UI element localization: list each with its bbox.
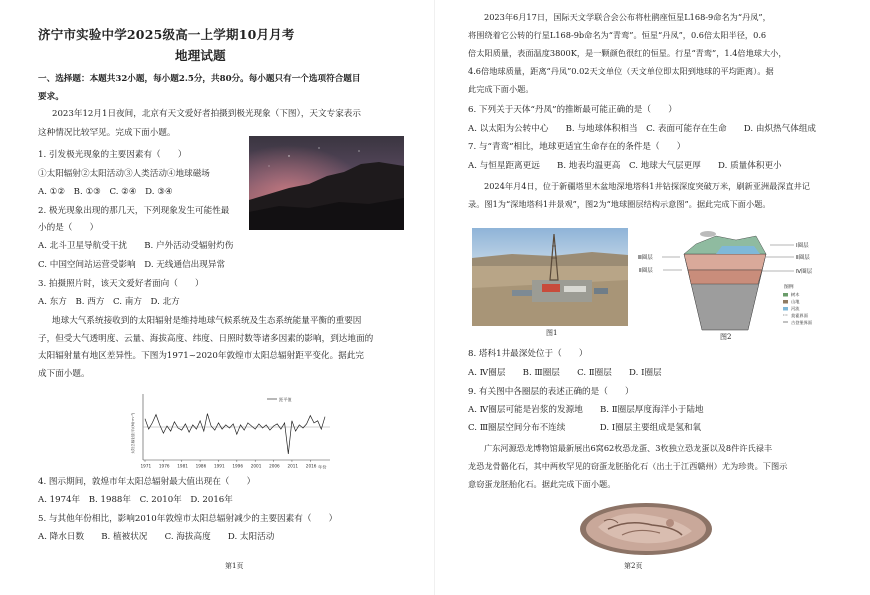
question-2-options-2: C. 中国空间站运营受影响 D. 无线通信出现异常 — [38, 260, 226, 270]
legend-river: 河流 — [791, 306, 800, 311]
layer-label-ii-right: Ⅱ圈层 — [796, 255, 810, 261]
legend-tree: 树木 — [791, 292, 800, 297]
question-9: 9. 有关图中各圈层的表述正确的是（ ） — [468, 387, 634, 397]
question-8: 8. 塔科1井最深处位于（ ） — [468, 349, 588, 359]
intro-drill-line2: 录。图1为“深地塔科1井景观”，图2为“地球圈层结构示意图”。据此完成下面小题。 — [468, 199, 771, 209]
intro-star-line3: 倍太阳质量，表面温度3800K，是一颗颜色很红的恒星。行星“青鸾”，1.4倍地球大小， — [468, 48, 787, 58]
chart-x-tick-label: 1986 — [195, 463, 207, 469]
question-1-options: A. ①② B. ①③ C. ②④ D. ③④ — [38, 187, 173, 197]
layer-label-ii: Ⅱ圈层 — [639, 268, 653, 274]
intro-dinosaur-line1: 广东河源恐龙博物馆最新展出6窝62枚恐龙蛋、3枚独立恐龙蛋以及8件许氏禄丰 — [484, 443, 773, 453]
drill-site-photo — [472, 228, 628, 326]
dinosaur-embryo-photo — [578, 497, 714, 557]
question-5: 5. 与其他年份相比，影响2010年敦煌市太阳总辐射减少的主要因素有（ ） — [38, 514, 338, 524]
legend-moho: 莫霍界面 — [791, 313, 808, 318]
question-6-options: A. 以太阳为公转中心 B. 与地球体积相当 C. 表面可能存在生命 D. 由炽热气体组成 — [468, 124, 817, 134]
question-2: 2. 极光现象出现的那几天，下列现象发生可能性最 — [38, 206, 230, 216]
question-8-options: A. Ⅳ圈层 B. Ⅲ圈层 C. Ⅱ圈层 D. Ⅰ圈层 — [468, 368, 662, 378]
intro-star-line1: 2023年6月17日，国际天文学联合会公布将杜鹃座恒星L168-9命名为“丹凤”， — [484, 12, 771, 22]
chart-x-tick-label: 1976 — [158, 463, 170, 469]
radiation-anomaly-chart — [125, 390, 335, 472]
layer-label-iii: Ⅲ圈层 — [638, 255, 653, 261]
question-4: 4. 图示期间，敦煌市年太阳总辐射最大值出现在（ ） — [38, 477, 256, 487]
layer-label-iv: Ⅳ圈层 — [796, 269, 813, 275]
question-1-items: ①太阳辐射②太阳活动③人类活动④地球磁场 — [38, 169, 210, 179]
chart-x-tick-label: 2011 — [287, 463, 299, 469]
question-3-options: A. 东方 B. 西方 C. 南方 D. 北方 — [38, 297, 180, 307]
question-4-options: A. 1974年 B. 1988年 C. 2010年 D. 2016年 — [38, 495, 233, 505]
intro-aurora-line1: 2023年12月1日夜间，北京有天文爱好者拍摄到极光现象（下图），天文专家表示 — [52, 109, 361, 119]
intro-radiation-line2: 子，但受大气透明度、云量、海拔高度、纬度、日照时数等诸多因素的影响，到达地面的 — [38, 334, 374, 344]
figure-1-caption: 图1 — [546, 329, 558, 337]
radiation-chart-svg — [125, 390, 335, 472]
intro-star-line5: 此完成下面小题。 — [468, 84, 534, 94]
chart-series-line — [145, 414, 325, 454]
section-heading: 一、选择题：本题共32小题，每小题2.5分，共80分。每小题只有一个选项符合题目 — [38, 74, 361, 84]
question-2-cont: 小的是（ ） — [38, 223, 99, 233]
question-7-options: A. 与恒星距离更远 B. 地表均温更高 C. 地球大气层更厚 D. 质量体积更小 — [468, 161, 782, 171]
question-1: 1. 引发极光现象的主要因素有（ ） — [38, 150, 187, 160]
question-2-options-1: A. 北斗卫星导航受干扰 B. 户外活动受辐射灼伤 — [38, 241, 234, 251]
intro-radiation-line4: 成下面小题。 — [38, 369, 90, 379]
intro-drill-line1: 2024年月4日，位于新疆塔里木盆地深地塔科1井钻探深度突破万米，刷新亚洲最深直井记 — [484, 181, 811, 191]
aurora-photo — [249, 136, 404, 230]
question-9-options-1: A. Ⅳ圈层可能是岩浆的发源地 B. Ⅱ圈层厚度海洋小于陆地 — [468, 405, 704, 415]
question-6: 6. 下列关于天体“丹凤”的推断最可能正确的是（ ） — [468, 105, 677, 115]
chart-x-tick-label: 2006 — [269, 463, 280, 469]
chart-x-tick-label: 1981 — [177, 463, 188, 469]
exam-page-2 — [438, 0, 870, 595]
figure-2-caption: 图2 — [720, 333, 732, 341]
legend-mountain: 山地 — [791, 299, 800, 304]
chart-x-tick-label: 2001 — [250, 463, 262, 469]
intro-star-line2: 将围绕着它公转的行星L168-9b命名为“青鸾”。恒星“丹凤”，0.6倍太阳半径，0.6 — [468, 30, 767, 40]
chart-y-label: 太阳总辐射距平/(MJ·m⁻²) — [131, 412, 135, 454]
exam-title: 济宁市实验中学2025级高一上学期10月月考 — [38, 27, 295, 42]
exam-subtitle: 地理试题 — [175, 48, 226, 63]
chart-legend: 距平值 — [279, 397, 292, 402]
legend-gutenberg: 古登堡界面 — [791, 320, 812, 325]
page-number-1: 第1页 — [225, 562, 244, 570]
chart-x-tick-label: 1996 — [232, 463, 244, 469]
intro-radiation-line3: 太阳辐射量有地区差异性。下图为1971~2020年敦煌市太阳总辐射距平变化。据此完 — [38, 351, 364, 361]
chart-x-tick-label: 1971 — [140, 463, 152, 469]
earth-layers-diagram — [636, 226, 836, 342]
intro-star-line4: 4.6倍地球质量，距离“丹凤”0.02天文单位（天文单位即太阳到地球的平均距离）。据 — [468, 66, 774, 76]
intro-aurora-line2: 这种情况比较罕见。完成下面小题。 — [38, 128, 176, 138]
chart-x-tick-label: 2016 — [305, 463, 317, 469]
legend-title: 图例 — [784, 285, 794, 290]
layer-label-i: Ⅰ圈层 — [796, 243, 809, 249]
exam-page-1 — [0, 0, 432, 595]
page-number-2: 第2页 — [624, 562, 643, 570]
question-5-options: A. 降水日数 B. 植被状况 C. 海拔高度 D. 太阳活动 — [38, 532, 275, 542]
question-3: 3. 拍摄照片时，该天文爱好者面向（ ） — [38, 279, 204, 289]
intro-dinosaur-line2: 龙恐龙骨骼化石，其中两枚罕见的窃蛋龙胚胎化石（出土于江西赣州）尤为珍贵。下图示 — [468, 461, 788, 471]
question-9-options-2: C. Ⅲ圈层空间分布不连续 D. Ⅰ圈层主要组成是氢和氧 — [468, 423, 702, 433]
chart-x-tick-label: 1991 — [213, 463, 225, 469]
chart-x-label: 年份 — [318, 464, 327, 470]
intro-radiation-line1: 地球大气系统接收到的太阳辐射是维持地球气候系统及生态系统能量平衡的重要因 — [52, 316, 362, 326]
page-divider — [434, 0, 435, 595]
section-heading-cont: 要求。 — [38, 92, 64, 102]
intro-dinosaur-line3: 意窃蛋龙胚胎化石。据此完成下面小题。 — [468, 479, 616, 489]
question-7: 7. 与“青鸾”相比，地球更适宜生命存在的条件是（ ） — [468, 142, 686, 152]
